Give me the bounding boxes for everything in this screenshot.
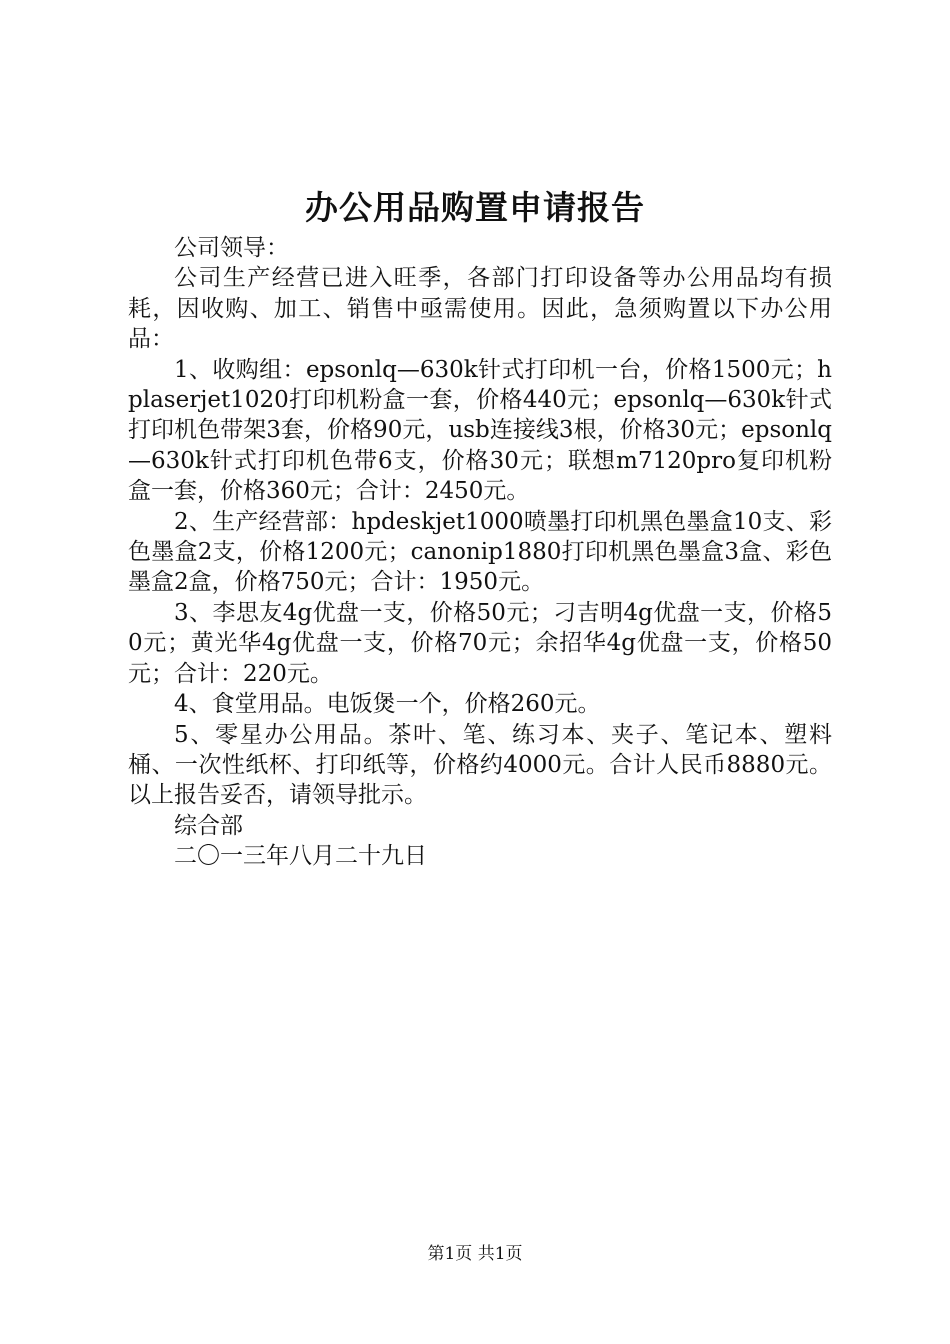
document-title: 办公用品购置申请报告	[305, 188, 645, 227]
document-body	[128, 233, 832, 872]
page-number: 第1页 共1页	[427, 1244, 523, 1264]
item-procurement-group: 1、收购组：epsonlq—630k针式打印机一台，价格1500元；hplaserjet1020打印机粉盒一套，价格440元；epsonlq—630k针式打印机色带架3套，价格90元，usb连接线3根，价格30元；epsonlq—630k针式打印机色带6支，价格30元；联想m7120pro复印机粉盒一套，价格360元；合计：2450元。	[128, 356, 832, 505]
signature-department: 综合部	[174, 812, 243, 839]
signature-date: 二〇一三年八月二十九日	[174, 843, 427, 870]
intro-paragraph: 公司生产经营已进入旺季，各部门打印设备等办公用品均有损耗，因收购、加工、销售中亟需使用。因此，急须购置以下办公用品：	[128, 265, 832, 353]
item-usb-drives: 3、李思友4g优盘一支，价格50元；刁吉明4g优盘一支，价格50元；黄光华4g优盘一支，价格70元；余招华4g优盘一支，价格50元；合计：220元。	[128, 599, 832, 687]
salutation: 公司领导：	[174, 235, 289, 261]
item-misc-supplies: 5、零星办公用品。茶叶、笔、练习本、夹子、笔记本、塑料桶、一次性纸杯、打印纸等，价格约4000元。合计人民币8880元。以上报告妥否，请领导批示。	[128, 721, 832, 809]
item-production-department: 2、生产经营部：hpdeskjet1000喷墨打印机黑色墨盒10支、彩色墨盒2支，价格1200元；canonip1880打印机黑色墨盒3盒、彩色墨盒2盒，价格750元；合计：1950元。	[128, 508, 832, 596]
item-canteen: 4、食堂用品。电饭煲一个，价格260元。	[174, 691, 601, 718]
